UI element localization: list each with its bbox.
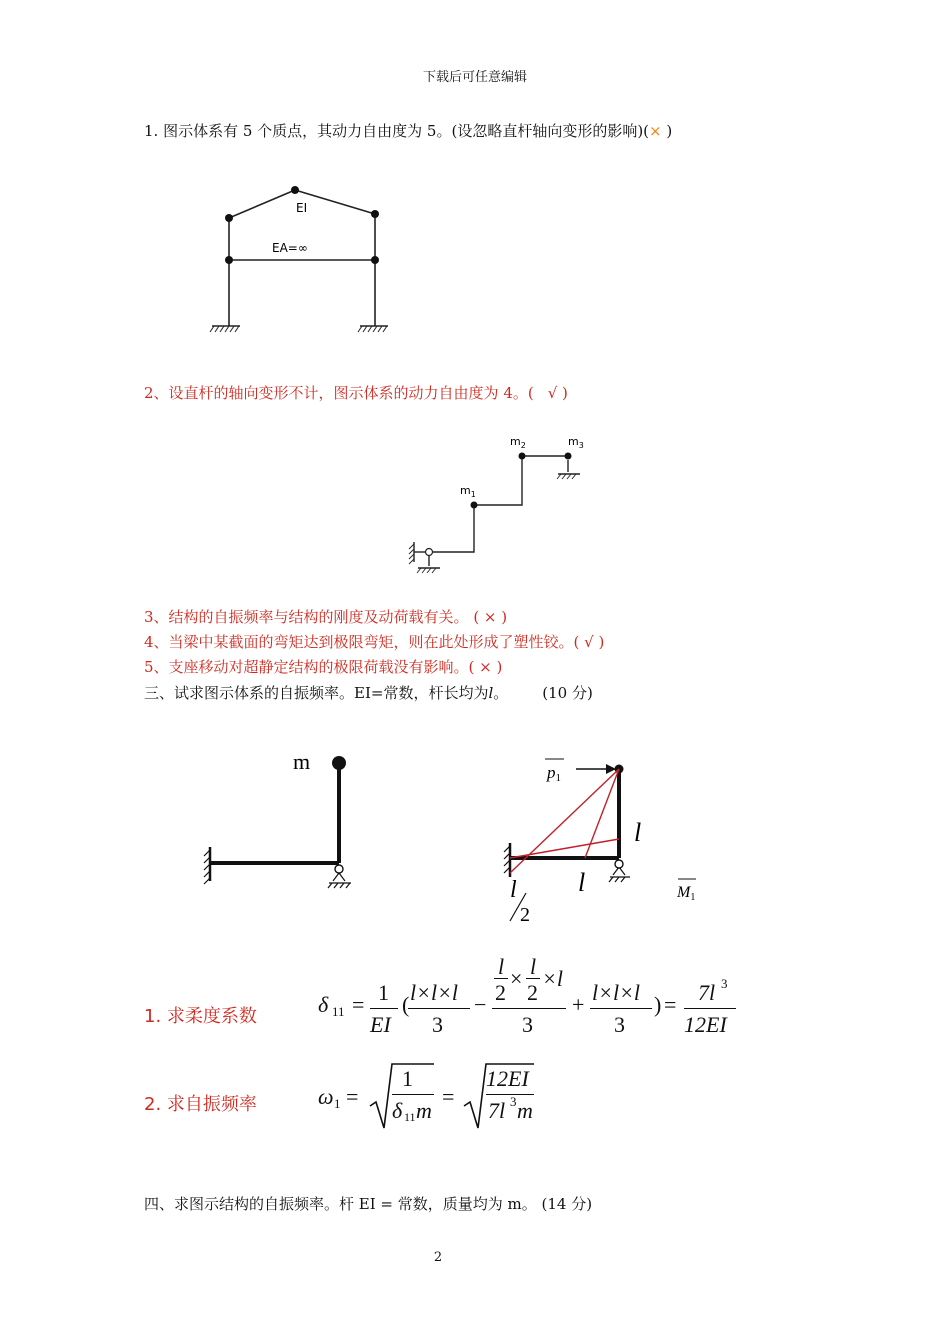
f2-den-sub: 11 (404, 1110, 416, 1124)
page-number: 2 (433, 1250, 443, 1265)
f2-one: 1 (402, 1066, 413, 1091)
f1-frac-bar-4 (526, 978, 540, 979)
label-m2: $m_2$ (510, 435, 526, 450)
mass-label: m (293, 749, 311, 774)
f1-term2-l1: l (498, 954, 505, 979)
section-3-text: 三、试求图示体系的自振频率。EI=常数，杆长均为 (144, 684, 489, 702)
section-3-var: l (488, 684, 494, 702)
question-2-text: 2、设直杆的轴向变形不计，图示体系的动力自由度为 4。( (144, 384, 534, 402)
figure-2-stepped-frame (400, 432, 600, 582)
question-2 (144, 382, 568, 403)
load-p1-label: p1 (547, 763, 561, 784)
f2-num2: 12EI (486, 1066, 529, 1091)
half-length-numerator: l (510, 877, 517, 903)
f1-ei: EI (370, 1012, 391, 1037)
f2-den-m: m (416, 1098, 432, 1123)
f1-frac-bar-5 (492, 1008, 566, 1009)
f1-term3-num: l×l×l (592, 980, 641, 1005)
step-2-label: 2. 求自振频率 (144, 1094, 257, 1115)
f1-minus: − (474, 992, 487, 1017)
half-length-denominator: 2 (520, 904, 530, 926)
f1-term2-tail: ×l (542, 966, 563, 991)
f2-den-delta: δ (392, 1098, 403, 1123)
formula-flexibility (318, 952, 758, 1044)
f1-term2-den: 3 (522, 1012, 533, 1037)
section-3-title (144, 682, 593, 703)
question-1-text: 1. 图示体系有 5 个质点，其动力自由度为 5。(设忽略直杆轴向变形的影响)( (144, 122, 650, 140)
f2-omega-sub: 1 (334, 1096, 341, 1111)
question-2-close: ) (557, 384, 568, 402)
f1-term3-den: 3 (614, 1012, 625, 1037)
f1-term2-d1: 2 (495, 980, 506, 1005)
f1-term2-times: × (510, 966, 523, 991)
moment-m1-label: M1 (677, 884, 696, 903)
figure-3-structure (190, 745, 370, 895)
f1-lparen: ( (402, 992, 410, 1017)
length-label-right: l (634, 818, 642, 847)
question-4: 4、当梁中某截面的弯矩达到极限弯矩，则在此处形成了塑性铰。( √ ) (144, 633, 605, 651)
f2-den2-a: 7l (488, 1098, 506, 1123)
f2-frac-bar-1 (392, 1094, 434, 1095)
f1-result-sup: 3 (721, 976, 728, 991)
f2-den2-sup: 3 (510, 1094, 517, 1109)
length-label-bottom: l (578, 868, 586, 897)
f1-delta-sub: 11 (332, 1004, 345, 1019)
f1-rparen: ) (654, 992, 662, 1017)
f2-equals-2: = (442, 1084, 455, 1109)
f1-term2-d2: 2 (527, 980, 538, 1005)
figure-1-frame (200, 178, 400, 338)
f1-frac-bar-2 (408, 1008, 470, 1009)
f1-result-den: 12EI (684, 1012, 727, 1037)
f2-equals: = (346, 1084, 359, 1109)
f1-one: 1 (378, 980, 389, 1005)
question-1 (144, 120, 672, 141)
section-4-title: 四、求图示结构的自振频率。杆 EI = 常数，质量均为 m。 (14 分) (144, 1195, 593, 1213)
f1-delta: δ (318, 992, 329, 1017)
f1-term1-den: 3 (432, 1012, 443, 1037)
section-3-tail: 。 (493, 684, 509, 702)
f2-omega: ω (318, 1084, 334, 1109)
f1-result-num: 7l (698, 980, 716, 1005)
question-1-close: ) (661, 122, 673, 140)
f1-term2-l2: l (530, 954, 537, 979)
f2-den2-m: m (517, 1098, 533, 1123)
f1-equals: = (352, 992, 365, 1017)
label-ea-infinite: EA=∞ (272, 241, 308, 255)
question-5: 5、支座移动对超静定结构的极限荷载没有影响。( × ) (144, 658, 503, 676)
f1-plus: + (572, 992, 585, 1017)
label-m1: $m_1$ (460, 484, 476, 499)
page-header: 下载后可任意编辑 (422, 70, 527, 85)
label-m3: $m_3$ (568, 435, 584, 450)
f1-term1-num: l×l×l (410, 980, 459, 1005)
section-3-points: (10 分) (542, 684, 593, 702)
f1-frac-bar-3 (494, 978, 508, 979)
f1-frac-bar-7 (684, 1008, 736, 1009)
formula-frequency (318, 1058, 558, 1138)
label-ei: EI (296, 201, 308, 215)
f1-equals-2: = (664, 992, 677, 1017)
step-1-label: 1. 求柔度系数 (144, 1006, 257, 1027)
question-1-answer-mark: × (649, 122, 662, 140)
question-2-answer-mark: √ (547, 384, 558, 402)
question-3: 3、结构的自振频率与结构的刚度及动荷载有关。 ( × ) (144, 608, 508, 626)
f1-frac-bar-6 (590, 1008, 652, 1009)
f1-frac-bar-1 (370, 1008, 398, 1009)
figure-3-moment-diagram (498, 745, 718, 930)
